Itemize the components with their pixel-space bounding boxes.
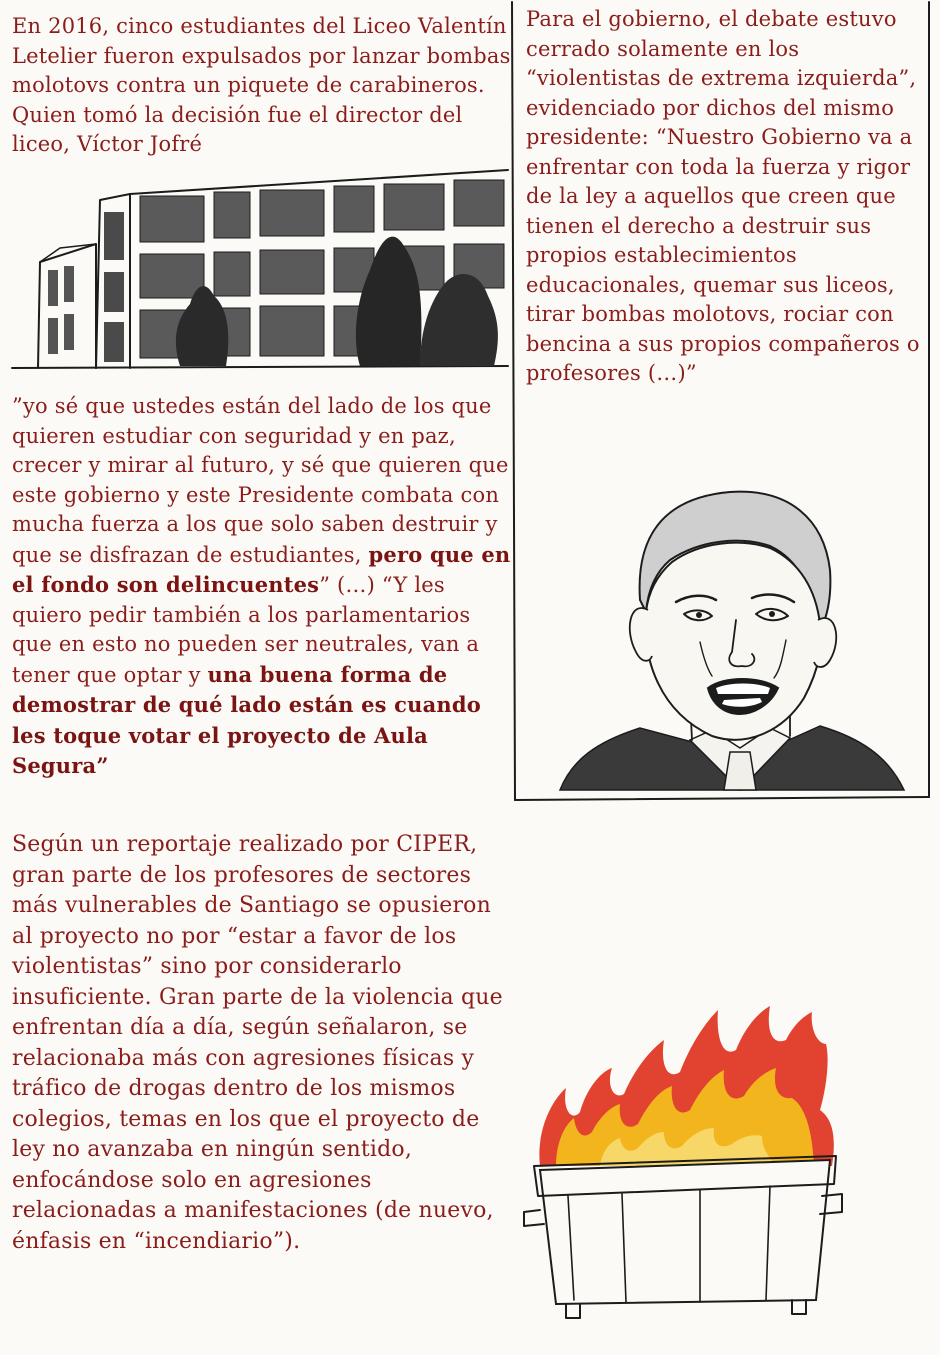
government-text: Para el gobierno, el debate estuvo cerrado solamente en los “violentistas de extrema izquierda”, evidenciado por dichos del mismo presidente: “Nuestro Gobierno va a enfrentar con toda la fuerza y rigor de la ley a aquellos que creen que tienen el derecho a destruir sus propios establecimientos educacionales, quemar sus liceos, tirar bombas molotovs, rociar con bencina a sus propios compañeros o profesores (…)” (526, 7, 920, 385)
intro-text: En 2016, cinco estudiantes del Liceo Valentín Letelier fueron expulsados por lanzar bombas molotovs contra un piquete de carabineros. Quien tomó la decisión fue el director del liceo, Víctor Jofré (12, 14, 511, 156)
report-text: Según un reportaje realizado por CIPER, gran parte de los profesores de sectores más vulnerables de Santiago se opusieron al proyecto no por “estar a favor de los violentistas” sino por considerarlo insuficiente. Gran parte de la violencia que enfrentan día a día, según señalaron, se relacionaba más con agresiones físicas y tráfico de drogas dentro de los mismos colegios, temas en los que el proyecto de ley no avanzaba en ningún sentido, enfocándose solo en agresiones relacionadas a manifestaciones (de nuevo, énfasis en “incendiario”). (12, 832, 503, 1254)
quote-part-1: ”yo sé que ustedes están del lado de los que quieren estudiar con seguridad y en paz, crecer y mirar al futuro, y sé que quieren que este gobierno y este Presidente combata con mucha fuerza a los que solo saben destruir y que se disfrazan de estudiantes, (12, 394, 509, 567)
president-portrait-drawing (560, 492, 904, 790)
quote-bold-1: pero que en el fondo son delincuentes (12, 541, 511, 597)
quote-part-3: ” (96, 753, 109, 778)
intro-paragraph (12, 12, 512, 160)
president-quote (12, 392, 512, 782)
quote-bold-2: una buena forma de demostrar de qué lado están es cuando les toque votar el proyecto de Aula Segura (12, 661, 481, 778)
school-building-drawing (12, 170, 508, 368)
report-paragraph (12, 830, 512, 1257)
quote-part-2: ” (…) “Y les quiero pedir también a los parlamentarios que en esto no pueden ser neutrales, van a tener que optar y (12, 573, 480, 687)
government-paragraph (526, 5, 926, 389)
burning-dumpster-drawing (524, 1006, 842, 1318)
